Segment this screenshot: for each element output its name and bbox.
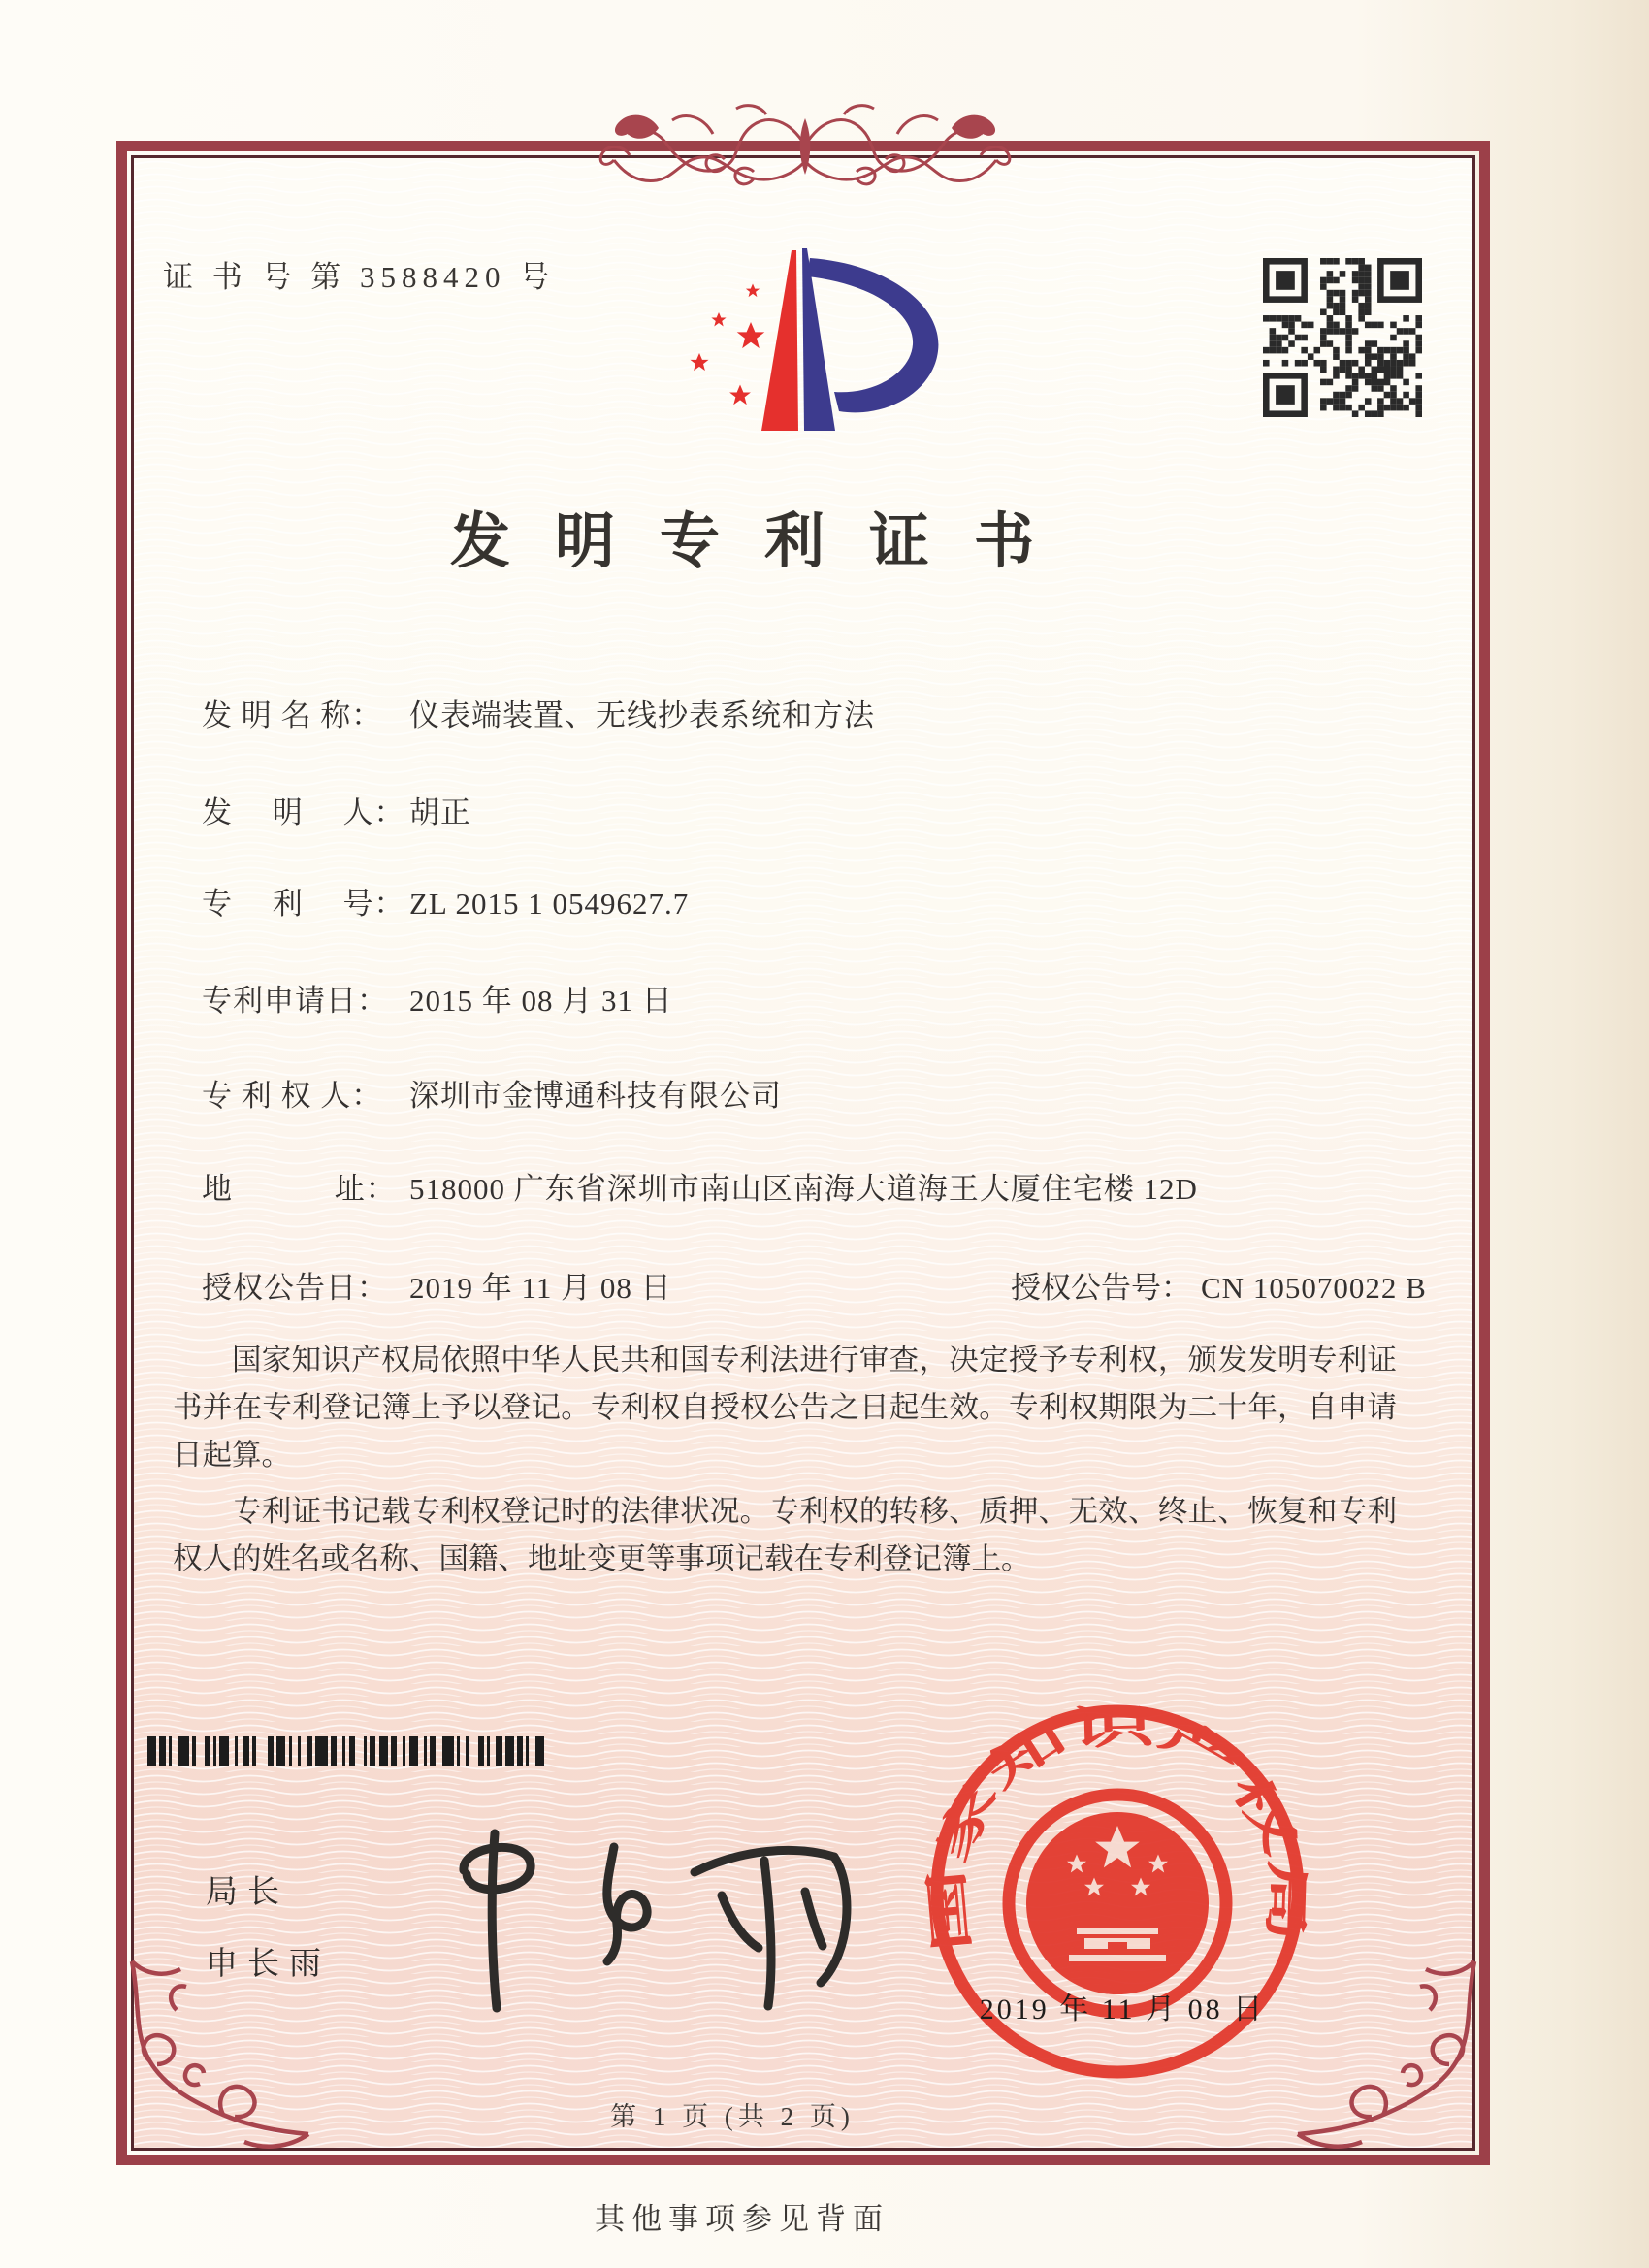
- field-label: 授权公告号：: [1011, 1271, 1191, 1305]
- field-label: 授权公告日：: [202, 1271, 388, 1305]
- cnipa-logo: [635, 225, 955, 448]
- certificate-title: 发明专利证书: [449, 509, 1079, 575]
- field-grant-number: [1011, 1263, 1427, 1307]
- legal-paragraph-2: 专利证书记载专利权登记时的法律状况。专利权的转移、质押、无效、终止、恢复和专利权人的姓名或名称、国籍、地址变更等事项记载在专利登记簿上。: [173, 1495, 1397, 1575]
- commissioner-signature: [435, 1797, 852, 2034]
- logo-red-wedge: [761, 250, 798, 431]
- field-value: 胡正: [409, 795, 471, 829]
- field-inventor: [202, 788, 471, 831]
- field-filing-date: [202, 976, 673, 1020]
- barcode: [147, 1736, 547, 1766]
- field-value: ZL 2015 1 0549627.7: [409, 887, 690, 921]
- field-value: 518000 广东省深圳市南山区南海大道海王大厦住宅楼 12D: [409, 1172, 1198, 1206]
- field-value: 2015 年 08 月 31 日: [409, 984, 673, 1018]
- field-label: 专 利 权 人：: [202, 1079, 383, 1113]
- signer-name: 申长雨: [206, 1947, 331, 1982]
- seal-date: 2019 年 11 月 08 日: [979, 1993, 1266, 2025]
- seal-arc-text: 国家知识产权局: [924, 1702, 1311, 1955]
- qr-code: [1263, 258, 1422, 417]
- back-note: 其他事项参见背面: [595, 2202, 889, 2236]
- field-label: 地 址：: [202, 1172, 397, 1206]
- field-value: 仪表端装置、无线抄表系统和方法: [409, 698, 875, 732]
- seal-national-emblem: [1009, 1795, 1226, 2012]
- field-grant-date: [202, 1263, 1427, 1307]
- certificate-number: 证 书 号 第 3588420 号: [163, 260, 556, 294]
- legal-text: [173, 1337, 1397, 1592]
- signer-title: 局长: [206, 1875, 289, 1910]
- corner-flourish-bottom-right: [1294, 1960, 1488, 2154]
- field-label: 发 明 人：: [202, 795, 405, 829]
- field-address: [202, 1164, 1198, 1208]
- field-patentee: [202, 1071, 782, 1115]
- field-value: 2019 年 11 月 08 日: [409, 1271, 672, 1305]
- field-label: 专利申请日：: [202, 984, 388, 1018]
- field-label: 发 明 名 称：: [202, 698, 383, 732]
- field-label: 专 利 号：: [202, 887, 405, 921]
- field-value: 深圳市金博通科技有限公司: [409, 1079, 782, 1113]
- field-value: CN 105070022 B: [1201, 1271, 1427, 1305]
- page-number: 第 1 页 (共 2 页): [610, 2102, 855, 2131]
- official-seal: [923, 1698, 1311, 2086]
- top-scroll-ornament: [567, 85, 1043, 192]
- legal-paragraph-1: 国家知识产权局依照中华人民共和国专利法进行审查，决定授予专利权，颁发发明专利证书并在专利登记簿上予以登记。专利权自授权公告之日起生效。专利权期限为二十年，自申请日起算。: [173, 1344, 1397, 1472]
- field-invention-name: [202, 691, 875, 734]
- field-patent-number: [202, 879, 689, 923]
